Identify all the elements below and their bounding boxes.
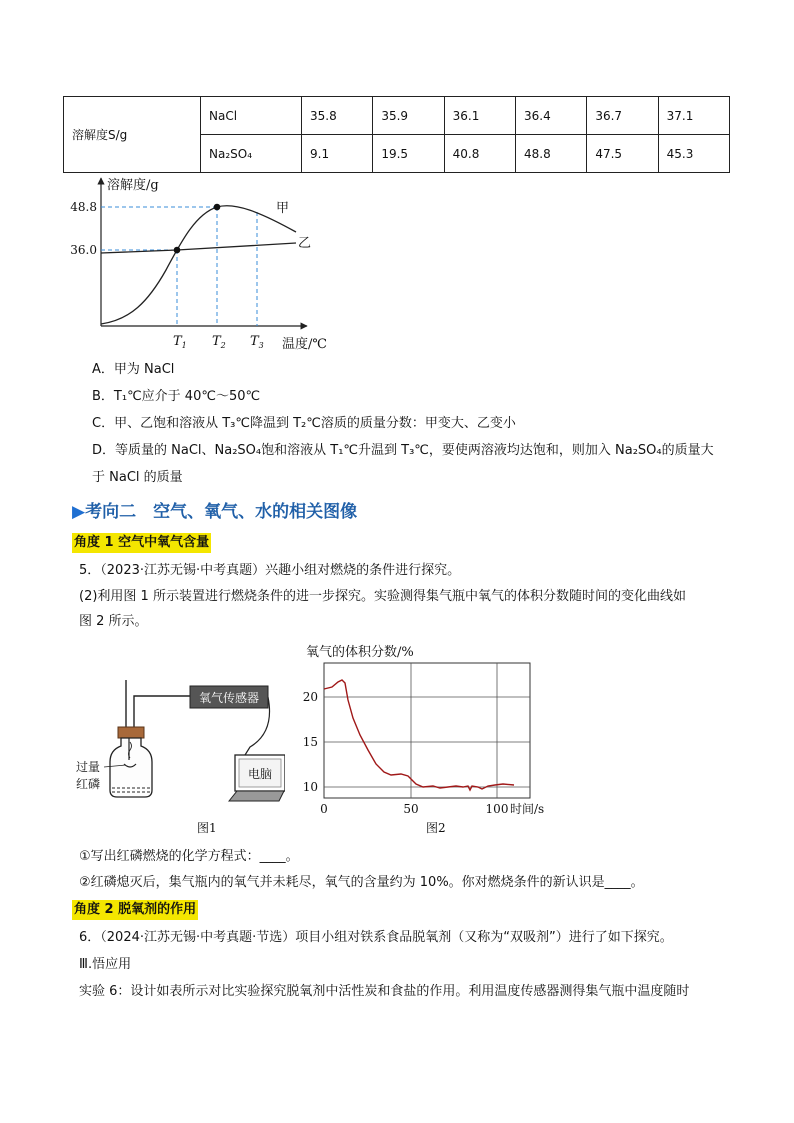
substance-name: NaCl: [201, 97, 302, 135]
table-cell: 35.9: [373, 97, 444, 135]
table-cell: 47.5: [587, 135, 658, 173]
y-tick-label: 48.8: [70, 200, 97, 214]
intersection-point: [174, 247, 181, 254]
table-cell: 35.8: [302, 97, 373, 135]
y-tick-label: 36.0: [70, 243, 97, 257]
curve-yi: [101, 243, 296, 253]
angle-1-tag: 角度 1 空气中氧气含量: [72, 533, 211, 553]
x-tick-t2: $T_2$: [212, 334, 226, 350]
table-cell: 36.7: [587, 97, 658, 135]
q5-part2-line2: 图 2 所示。: [79, 614, 148, 629]
x-tick-t3: $T_3$: [250, 334, 264, 350]
q5-part2-line1: (2)利用图 1 所示装置进行燃烧条件的进一步探究。实验测得集气瓶中氧气的体积分数随时间的变化曲线如: [79, 589, 686, 604]
option-d-continued: 于 NaCl 的质量: [92, 470, 183, 485]
substance-name: Na₂SO₄: [201, 135, 302, 173]
q5-sub2: ②红磷熄灭后，集气瓶内的氧气并未耗尽，氧气的含量约为 10%。你对燃烧条件的新认识是____。: [79, 875, 644, 890]
computer-label: 电脑: [247, 767, 273, 781]
chart-y-tick: 15: [302, 735, 318, 749]
row-header: 溶解度S/g: [64, 97, 201, 173]
plot-frame: [324, 663, 530, 798]
figure-1-caption: 图1: [197, 821, 217, 835]
table-cell: 40.8: [444, 135, 515, 173]
figure-1-apparatus: [70, 672, 285, 840]
q5-stem: 5．（2023·江苏无锡·中考真题）兴趣小组对燃烧的条件进行探究。: [79, 563, 461, 578]
chart-x-tick: 0: [320, 802, 328, 816]
sensor-tube: [134, 696, 190, 727]
oxygen-sensor-label: 氧气传感器: [198, 691, 260, 705]
q5-sub1: ①写出红磷燃烧的化学方程式：____。: [79, 849, 299, 864]
chart-x-tick: 100: [485, 802, 509, 816]
option-b: B．T₁℃应介于 40℃～50℃: [92, 389, 261, 404]
option-a: A．甲为 NaCl: [92, 362, 175, 377]
bottle-stopper: [118, 727, 144, 738]
chart-x-tick: 50: [403, 802, 419, 816]
oxygen-curve: [324, 680, 514, 790]
x-axis-label: 温度/℃: [282, 337, 327, 352]
table-cell: 9.1: [302, 135, 373, 173]
reagent-label-line2: 红磷: [76, 777, 101, 791]
option-d: D．等质量的 NaCl、Na₂SO₄饱和溶液从 T₁℃升温到 T₃℃，要使两溶液均达饱和，则加入 Na₂SO₄的质量大: [92, 443, 714, 458]
table-cell: 37.1: [658, 97, 729, 135]
table-cell: 36.4: [515, 97, 586, 135]
solubility-table: [63, 96, 730, 173]
computer-keyboard: [229, 791, 284, 801]
figure-2-caption: 图2: [426, 821, 446, 835]
reagent-label-line1: 过量: [76, 760, 101, 774]
peak-point: [214, 204, 221, 211]
chart-x-label: 时间/s: [510, 802, 545, 816]
section-heading-text: 考向二 空气、氧气、水的相关图像: [85, 502, 358, 522]
table-cell: 48.8: [515, 135, 586, 173]
chart-y-tick: 20: [302, 690, 318, 704]
table-cell: 45.3: [658, 135, 729, 173]
angle-2-tag: 角度 2 脱氧剂的作用: [72, 900, 198, 920]
table-cell: 36.1: [444, 97, 515, 135]
x-tick-t1: $T_1$: [173, 334, 187, 350]
table-row: [64, 97, 730, 135]
figure-2-chart: [298, 640, 558, 838]
curve-jia: [101, 206, 296, 324]
y-axis-label: 溶解度/g: [107, 178, 159, 193]
q6-experiment: 实验 6：设计如表所示对比实验探究脱氧剂中活性炭和食盐的作用。利用温度传感器测得集气瓶中温度随时: [79, 984, 690, 999]
chart-y-tick: 10: [302, 780, 318, 794]
curve-label-yi: 乙: [298, 236, 312, 251]
solubility-graph: [60, 174, 350, 356]
q6-section: Ⅲ.悟应用: [79, 957, 132, 972]
curve-label-jia: 甲: [276, 201, 290, 216]
option-c: C．甲、乙饱和溶液从 T₃℃降温到 T₂℃溶质的质量分数：甲变大、乙变小: [92, 416, 516, 431]
triangle-icon: ▶: [72, 502, 86, 522]
table-cell: 19.5: [373, 135, 444, 173]
section-heading: [72, 497, 357, 522]
chart-y-label: 氧气的体积分数/%: [306, 645, 414, 660]
q6-stem: 6．（2024·江苏无锡·中考真题·节选）项目小组对铁系食品脱氧剂（又称为“双吸剂”）进行了如下探究。: [79, 930, 673, 945]
